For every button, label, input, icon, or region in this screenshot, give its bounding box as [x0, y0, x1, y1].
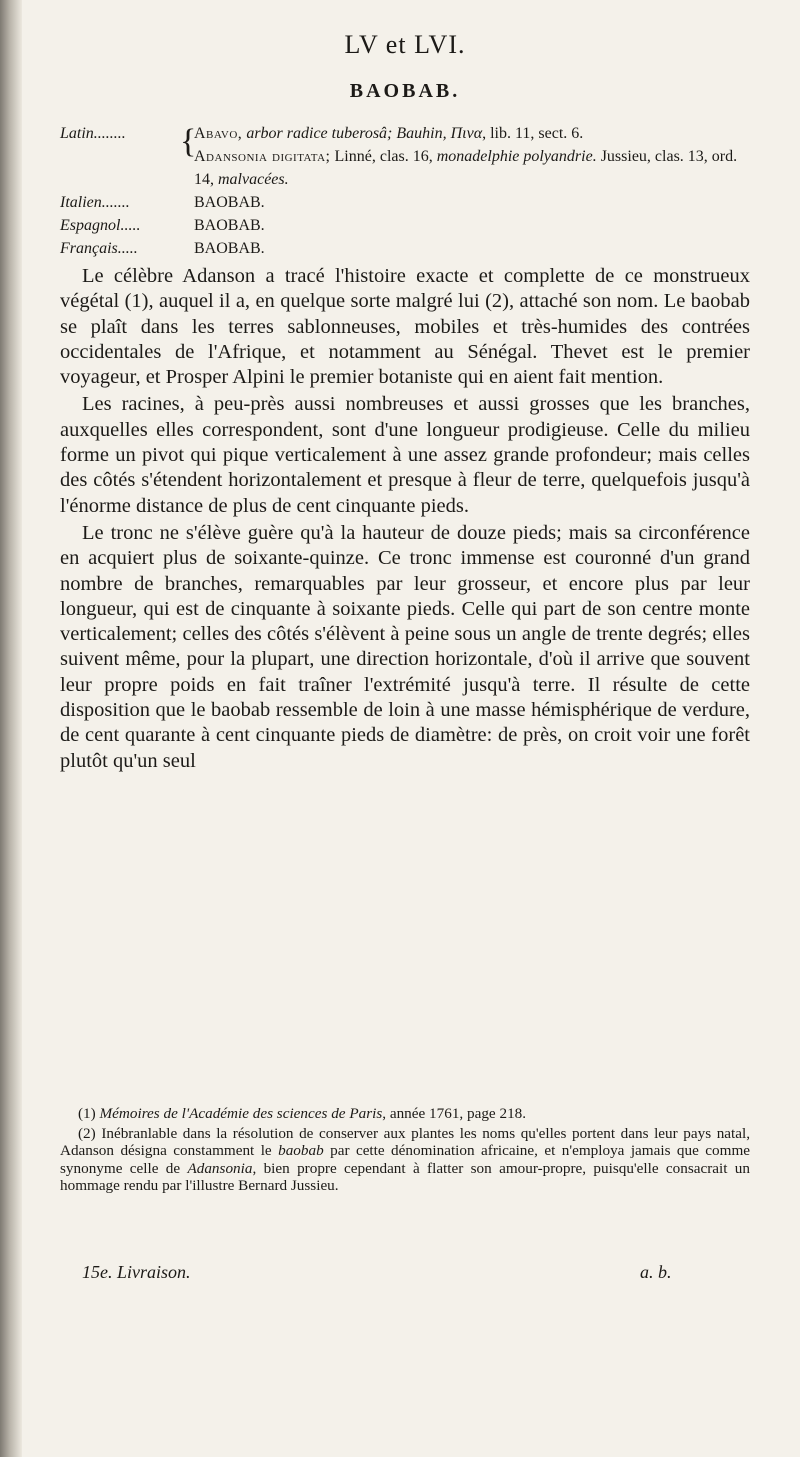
footnotes [60, 1105, 750, 1197]
latin-name-1: Abavo, [194, 125, 243, 142]
latin-name-2-family: malvacées. [218, 171, 289, 188]
latin-name-2-ref: Jussieu, clas. 13, ord. 14, [194, 148, 738, 188]
paragraph: Le tronc ne s'élève guère qu'à la hauteur de douze pieds; mais sa circonférence en acquiert plus de soixante-quinze. Ce tronc immense est couronné d'un grand nombre de branches, remarquables par leur grosseur, et encore plus par leur longueur, qui est de cinquante à soixante pieds. Celle qui part de son centre monte verticalement; celles des côtés s'élèvent à peine sous un angle de trente degrés; elles suivent même, pour la plupart, une direction horizontale, d'où il arrive que souvent leur propre poids en fait traîner l'extrémité jusqu'à terre. Il résulte de cette disposition que le baobab ressemble de loin à une masse hémisphérique de verdure, de cent quarante à cent cinquante pieds de diamètre: de près, on croit voir une forêt plutôt qu'un seul [60, 521, 750, 772]
page-title: BAOBAB. [349, 80, 461, 102]
latin-name-1-ref: , lib. 11, sect. 6. [482, 125, 584, 142]
latin-name-2-text: Linné, clas. 16, [330, 148, 437, 165]
name-italien: BAOBAB. [194, 194, 265, 211]
footnote-2: (2) Inébranlable dans la résolution de conserver aux plantes les noms qu'elles portent dans leur pays natal, Adanson désigna constamment le baobab par cette dénomination africaine, et n'employa jamais que comme synonyme celle de Adansonia, bien propre cependant à flatter son amour-propre, puisqu'elle consacrait un hommage rendu par l'illustre Bernard Jussieu. [60, 1124, 751, 1194]
lang-label-espagnol: Espagnol..... [60, 217, 141, 234]
footnote-mark: (1) [78, 1105, 96, 1122]
name-row-espagnol [60, 214, 750, 237]
name-row-latin [60, 122, 750, 191]
footnote-source-ref: , année 1761, page 218. [382, 1105, 527, 1122]
footnote-mark: (2) [78, 1124, 96, 1142]
latin-name-2: Adansonia digitata; [194, 148, 331, 165]
livraison-number: 15e. Livraison. [82, 1262, 191, 1282]
lang-label-latin: Latin........ [60, 125, 126, 142]
book-binding-edge [0, 0, 22, 1457]
paragraph: Les racines, à peu-près aussi nombreuses et aussi grosses que les branches, auxquelles elles correspondent, sont d'une longueur prodigieuse. Celle du milieu forme un pivot qui pique verticalement à une assez grande profondeur; mais celles des côtés s'étendent horizontalement et presque à fleur de terre, quelquefois jusqu'à l'énorme distance de plus de cent cinquante pieds. [60, 393, 750, 517]
body-text [60, 264, 750, 776]
latin-name-1-text: arbor radice tuberosâ; Bauhin, Πινα [246, 125, 483, 142]
page [60, 0, 750, 1457]
footnote-1 [60, 1105, 750, 1123]
name-francais: BAOBAB. [194, 240, 265, 257]
chapter-heading: LV et LVI. [344, 30, 466, 59]
paragraph: Le célèbre Adanson a tracé l'histoire exacte et complette de ce monstrueux végétal (1), auquel il a, en quelque sorte malgré lui (2), attaché son nom. Le baobab se plaît dans les terres sablonneuses, mobiles et très-humides des contrées occidentales de l'Afrique, et notamment au Sénégal. Thevet est le premier voyageur, et Prosper Alpini le premier botaniste qui en aient fait mention. [60, 265, 750, 389]
latin-name-2-class: monadelphie polyandrie. [436, 148, 597, 165]
name-espagnol: BAOBAB. [194, 217, 265, 234]
footnote-source-title: Mémoires de l'Académie des sciences de Paris [99, 1105, 383, 1122]
lang-label-francais: Français..... [60, 240, 138, 257]
name-row-italien [60, 191, 750, 214]
name-row-francais [60, 237, 750, 260]
brace: { [180, 123, 197, 160]
latin-names [194, 122, 750, 191]
lang-label-italien: Italien....... [60, 194, 130, 211]
vernacular-names [60, 122, 750, 260]
signature-mark: a. b. [640, 1262, 672, 1282]
